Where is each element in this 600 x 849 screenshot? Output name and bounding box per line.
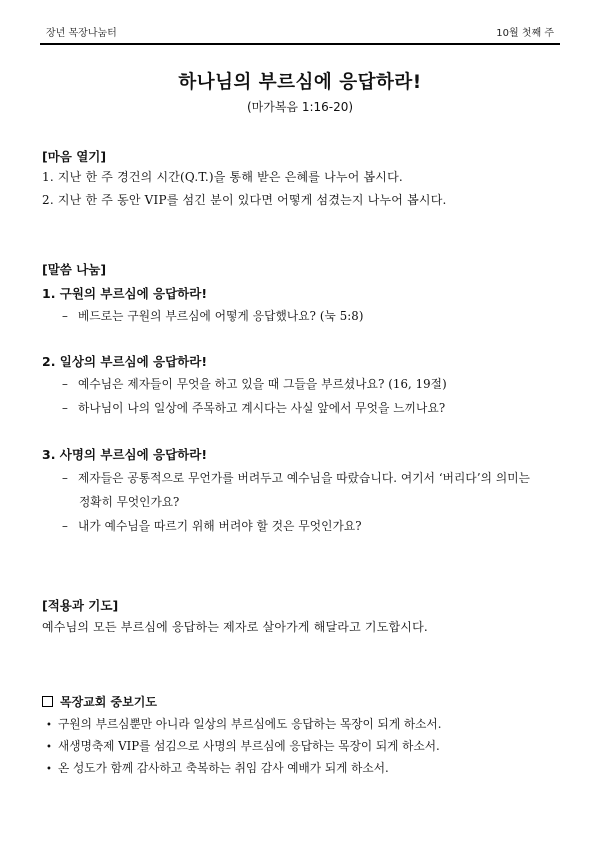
section-heading-application: [적용과 기도] [42,598,119,613]
dash-mark: – [62,401,68,415]
prayer-item-text: 구원의 부르심뿐만 아니라 일상의 부르심에도 응답하는 목장이 되게 하소서. [58,717,442,731]
point-3-question-2 [62,518,362,534]
dash-mark: – [62,377,68,391]
bullet-icon: • [46,720,52,731]
header-week-label: 10월 첫째 주 [496,28,554,39]
prayer-heading [42,693,157,710]
point-3-title: 3. 사명의 부르심에 응답하라! [42,447,208,462]
question-text: 예수님은 제자들이 무엇을 하고 있을 때 그들을 부르셨나요? (16, 19절) [78,377,447,391]
question-text: 하나님이 나의 일상에 주목하고 계시다는 사실 앞에서 무엇을 느끼나요? [78,401,446,415]
point-3-question-1 [62,470,530,486]
section-heading-opening: [마음 열기] [42,149,107,164]
prayer-item-1 [46,716,441,732]
prayer-item-2 [46,738,440,754]
point-2-title: 2. 일상의 부르심에 응답하라! [42,354,208,369]
prayer-item-3 [46,760,389,776]
prayer-heading-label: 목장교회 중보기도 [60,695,157,709]
application-text: 예수님의 모든 부르심에 응답하는 제자로 살아가게 해달라고 기도합시다. [42,620,428,634]
bullet-icon: • [46,742,52,753]
point-1-question-1 [62,308,364,324]
checkbox-icon [42,696,53,707]
point-1-title: 1. 구원의 부르심에 응답하라! [42,286,208,301]
point-3-question-1-continued: 정확히 무엇인가요? [79,495,180,509]
header-divider [40,43,560,45]
point-2-question-2 [62,400,445,416]
question-text: 내가 예수님을 따르기 위해 버려야 할 것은 무엇인가요? [78,519,362,533]
section-heading-sharing: [말씀 나눔] [42,262,107,277]
header-left-label: 장년 목장나눔터 [46,28,117,39]
point-2-question-1 [62,376,447,392]
bullet-icon: • [46,764,52,775]
scripture-reference: (마가복음 1:16-20) [246,100,354,114]
dash-mark: – [62,519,68,533]
prayer-item-text: 온 성도가 함께 감사하고 축복하는 취임 감사 예배가 되게 하소서. [58,761,389,775]
opening-item-1: 1. 지난 한 주 경건의 시간(Q.T.)을 통해 받은 은혜를 나누어 봅시다. [42,170,403,184]
question-text: 베드로는 구원의 부르심에 어떻게 응답했나요? (눅 5:8) [78,309,364,323]
dash-mark: – [62,309,68,323]
opening-item-2: 2. 지난 한 주 동안 VIP를 섬긴 분이 있다면 어떻게 섬겼는지 나누어 봅시다. [42,193,447,207]
prayer-item-text: 새생명축제 VIP를 섬김으로 사명의 부르심에 응답하는 목장이 되게 하소서. [58,739,440,753]
page-title: 하나님의 부르심에 응답하라! [178,72,422,93]
dash-mark: – [62,471,68,485]
question-text: 제자들은 공통적으로 무언가를 버려두고 예수님을 따랐습니다. 여기서 ‘버리다’의 의미는 [78,471,531,485]
page-header [40,20,560,42]
